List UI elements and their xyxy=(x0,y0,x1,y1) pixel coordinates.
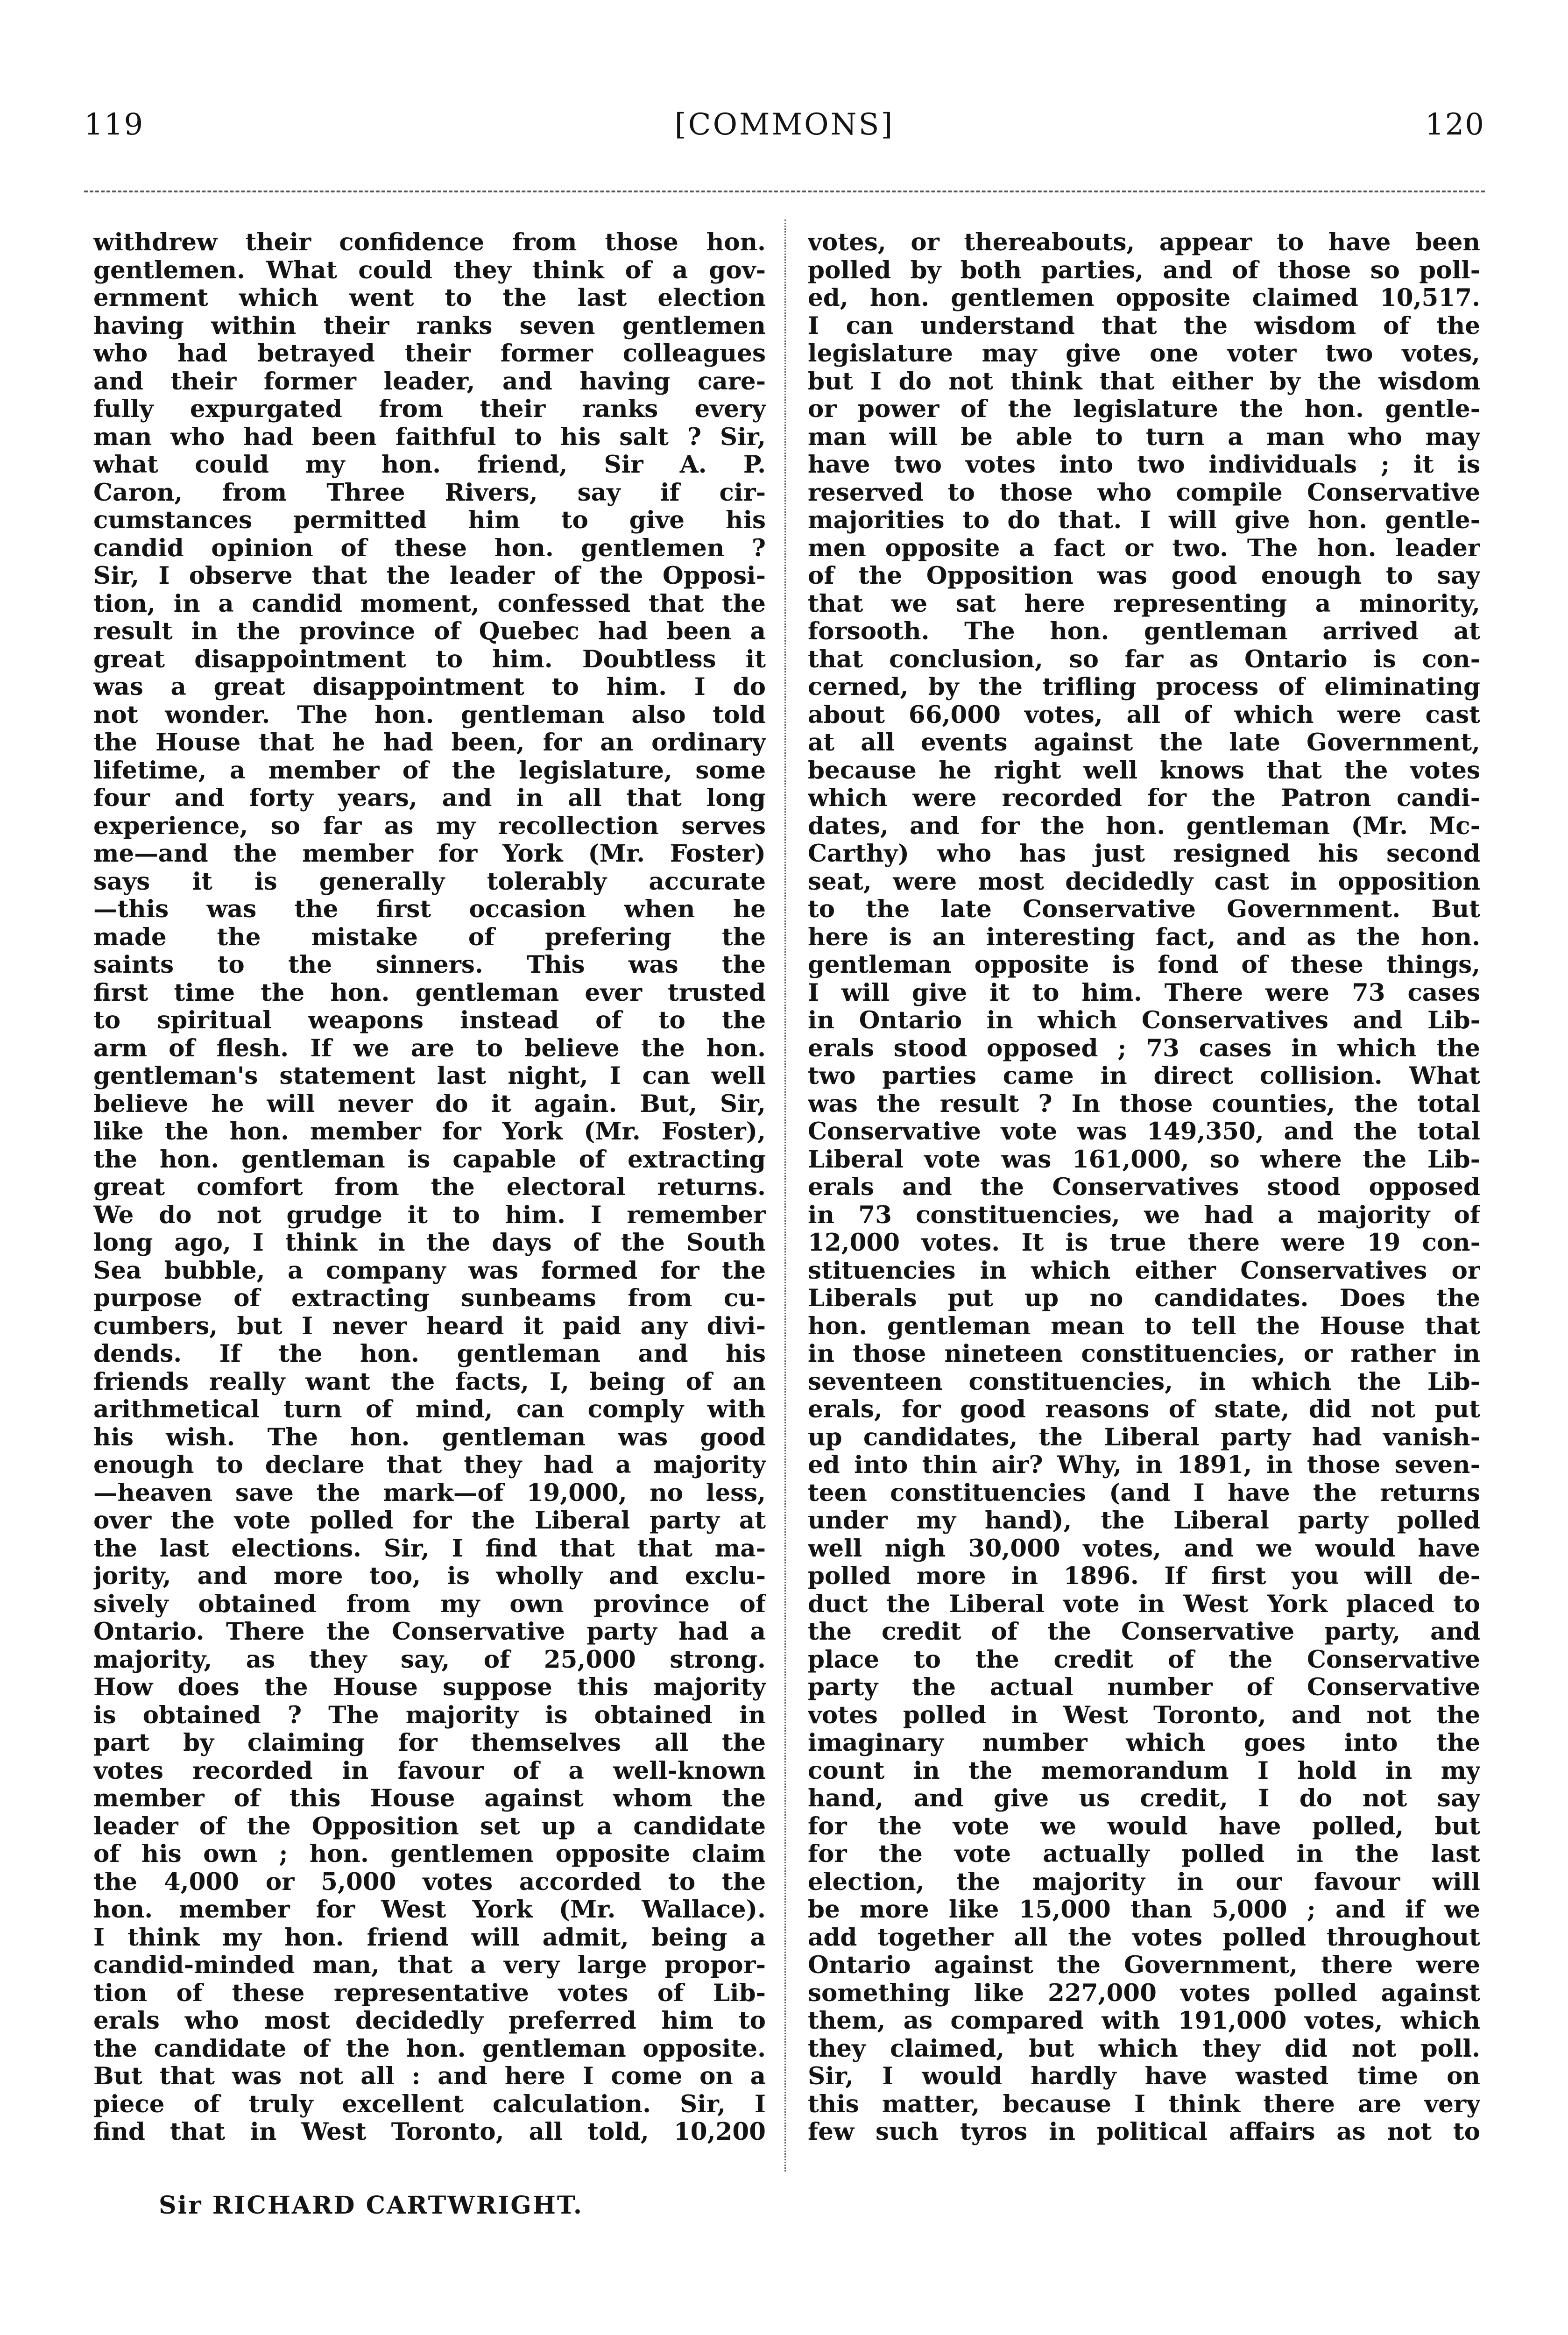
text-line: two parties came in direct collision. What xyxy=(808,1062,1480,1090)
text-line: says it is generally tolerably accurate xyxy=(93,868,766,896)
text-line: 12,000 votes. It is true there were 19 con- xyxy=(808,1229,1480,1257)
text-line: I will give it to him. There were 73 cases xyxy=(808,979,1480,1007)
text-line: gentleman opposite is fond of these things, xyxy=(808,951,1480,979)
text-line: friends really want the facts, I, being of an xyxy=(93,1368,766,1396)
text-line: that conclusion, so far as Ontario is con- xyxy=(808,645,1480,673)
text-line: this matter, because I think there are very xyxy=(808,2090,1480,2118)
text-line: believe he will never do it again. But, Sir, xyxy=(93,1090,766,1118)
text-line: member of this House against whom the xyxy=(93,1785,766,1812)
text-line: Sir, I would hardly have wasted time on xyxy=(808,2063,1480,2090)
text-line: man will be able to turn a man who may xyxy=(808,423,1480,451)
text-line: the 4,000 or 5,000 votes accorded to the xyxy=(93,1868,766,1896)
text-line: How does the House suppose this majority xyxy=(93,1674,766,1701)
text-line: forsooth. The hon. gentleman arrived at xyxy=(808,618,1480,645)
text-line: But that was not all : and here I come on a xyxy=(93,2063,766,2090)
text-line: cerned, by the trifling process of eliminating xyxy=(808,673,1480,701)
text-line: ed, hon. gentlemen opposite claimed 10,517. xyxy=(808,284,1480,312)
text-line: part by claiming for themselves all the xyxy=(93,1729,766,1757)
speaker-signature: Sir RICHARD CARTWRIGHT. xyxy=(159,2191,583,2220)
text-line: saints to the sinners. This was the xyxy=(93,951,766,979)
text-line: four and forty years, and in all that long xyxy=(93,785,766,812)
text-line: sively obtained from my own province of xyxy=(93,1590,766,1618)
text-line: his wish. The hon. gentleman was good xyxy=(93,1423,766,1451)
text-line: made the mistake of prefering the xyxy=(93,923,766,951)
text-line: fully expurgated from their ranks every xyxy=(93,396,766,423)
text-line: the credit of the Conservative party, and xyxy=(808,1618,1480,1646)
text-line: the House that he had been, for an ordinary xyxy=(93,729,766,757)
text-line: place to the credit of the Conservative xyxy=(808,1646,1480,1674)
text-line: reserved to those who compile Conservative xyxy=(808,479,1480,507)
text-line: Ontario against the Government, there were xyxy=(808,1952,1480,1979)
text-line: —heaven save the mark—of 19,000, no less, xyxy=(93,1479,766,1507)
page-number-right: 120 xyxy=(1425,107,1485,142)
text-line: have two votes into two individuals ; it is xyxy=(808,451,1480,479)
text-line: long ago, I think in the days of the South xyxy=(93,1229,766,1257)
text-line: having within their ranks seven gentlemen xyxy=(93,312,766,340)
text-line: arithmetical turn of mind, can comply with xyxy=(93,1396,766,1423)
header-rule xyxy=(84,191,1485,192)
text-line: them, as compared with 191,000 votes, which xyxy=(808,2007,1480,2035)
text-line: tion of these representative votes of Lib- xyxy=(93,1979,766,2007)
text-line: for the vote we would have polled, but xyxy=(808,1812,1480,1840)
text-line: gentleman's statement last night, I can well xyxy=(93,1062,766,1090)
text-line: was the result ? In those counties, the total xyxy=(808,1090,1480,1118)
text-line: here is an interesting fact, and as the hon. xyxy=(808,923,1480,951)
text-line: leader of the Opposition set up a candidate xyxy=(93,1812,766,1840)
text-line: and their former leader, and having care- xyxy=(93,368,766,396)
text-line: seat, were most decidedly cast in opposition xyxy=(808,868,1480,896)
column-divider xyxy=(784,219,786,2172)
text-line: in 73 constituencies, we had a majority of xyxy=(808,1201,1480,1229)
text-line: Ontario. There the Conservative party had a xyxy=(93,1618,766,1646)
page-header xyxy=(84,107,1485,159)
text-line: election, the majority in our favour will xyxy=(808,1868,1480,1896)
text-line: duct the Liberal vote in West York placed to xyxy=(808,1590,1480,1618)
page-title: [COMMONS] xyxy=(674,107,895,142)
text-line: seventeen constituencies, in which the Lib- xyxy=(808,1368,1480,1396)
text-line: men opposite a fact or two. The hon. leader xyxy=(808,534,1480,562)
text-line: for the vote actually polled in the last xyxy=(808,1840,1480,1868)
text-line: result in the province of Quebec had been a xyxy=(93,618,766,645)
text-line: or power of the legislature the hon. gentle- xyxy=(808,396,1480,423)
text-line: great disappointment to him. Doubtless it xyxy=(93,645,766,673)
text-line: hon. member for West York (Mr. Wallace). xyxy=(93,1896,766,1924)
text-line: something like 227,000 votes polled against xyxy=(808,1979,1480,2007)
text-line: like the hon. member for York (Mr. Foster), xyxy=(93,1118,766,1146)
text-line: me—and the member for York (Mr. Foster) xyxy=(93,840,766,868)
text-line: of his own ; hon. gentlemen opposite claim xyxy=(93,1840,766,1868)
text-line: the hon. gentleman is capable of extracting xyxy=(93,1146,766,1174)
text-line: man who had been faithful to his salt ? Sir, xyxy=(93,423,766,451)
text-line: Sea bubble, a company was formed for the xyxy=(93,1257,766,1285)
text-line: find that in West Toronto, all told, 10,200 xyxy=(93,2118,766,2146)
text-line: I think my hon. friend will admit, being a xyxy=(93,1924,766,1952)
text-line: well nigh 30,000 votes, and we would have xyxy=(808,1535,1480,1563)
text-line: ernment which went to the last election xyxy=(93,284,766,312)
text-line: —this was the first occasion when he xyxy=(93,896,766,923)
text-line: piece of truly excellent calculation. Sir, I xyxy=(93,2090,766,2118)
text-line: the candidate of the hon. gentleman opposite. xyxy=(93,2035,766,2063)
text-line: party the actual number of Conservative xyxy=(808,1674,1480,1701)
text-line: majority, as they say, of 25,000 strong. xyxy=(93,1646,766,1674)
text-line: that we sat here representing a minority, xyxy=(808,590,1480,618)
text-line: is obtained ? The majority is obtained in xyxy=(93,1701,766,1729)
text-line: polled by both parties, and of those so poll- xyxy=(808,256,1480,284)
left-column xyxy=(93,229,766,2146)
text-line: dends. If the hon. gentleman and his xyxy=(93,1340,766,1368)
text-line: hand, and give us credit, I do not say xyxy=(808,1785,1480,1812)
text-line: purpose of extracting sunbeams from cu- xyxy=(93,1285,766,1312)
text-line: cumbers, but I never heard it paid any divi- xyxy=(93,1312,766,1340)
text-line: great comfort from the electoral returns. xyxy=(93,1174,766,1201)
text-line: first time the hon. gentleman ever trusted xyxy=(93,979,766,1007)
text-line: dates, and for the hon. gentleman (Mr. Mc- xyxy=(808,812,1480,840)
text-line: enough to declare that they had a majority xyxy=(93,1451,766,1479)
text-line: teen constituencies (and I have the returns xyxy=(808,1479,1480,1507)
text-line: erals who most decidedly preferred him to xyxy=(93,2007,766,2035)
text-line: erals stood opposed ; 73 cases in which the xyxy=(808,1034,1480,1062)
text-line: majorities to do that. I will give hon. gentle- xyxy=(808,507,1480,534)
text-line: erals and the Conservatives stood opposed xyxy=(808,1174,1480,1201)
text-line: Carthy) who has just resigned his second xyxy=(808,840,1480,868)
text-line: gentlemen. What could they think of a gov- xyxy=(93,256,766,284)
text-line: Conservative vote was 149,350, and the total xyxy=(808,1118,1480,1146)
text-line: at all events against the late Government, xyxy=(808,729,1480,757)
text-line: lifetime, a member of the legislature, some xyxy=(93,757,766,785)
text-line: Liberal vote was 161,000, so where the Lib- xyxy=(808,1146,1480,1174)
text-line: in Ontario in which Conservatives and Lib- xyxy=(808,1007,1480,1034)
text-line: stituencies in which either Conservatives or xyxy=(808,1257,1480,1285)
right-column xyxy=(808,229,1480,2146)
text-line: candid opinion of these hon. gentlemen ? xyxy=(93,534,766,562)
text-line: of the Opposition was good enough to say xyxy=(808,562,1480,590)
text-line: withdrew their confidence from those hon. xyxy=(93,229,766,256)
text-line: who had betrayed their former colleagues xyxy=(93,340,766,368)
text-line: about 66,000 votes, all of which were cast xyxy=(808,701,1480,729)
text-line: add together all the votes polled throughout xyxy=(808,1924,1480,1952)
text-line: erals, for good reasons of state, did not put xyxy=(808,1396,1480,1423)
text-line: tion, in a candid moment, confessed that the xyxy=(93,590,766,618)
text-line: hon. gentleman mean to tell the House that xyxy=(808,1312,1480,1340)
text-line: which were recorded for the Patron candi- xyxy=(808,785,1480,812)
text-line: was a great disappointment to him. I do xyxy=(93,673,766,701)
text-line: votes, or thereabouts, appear to have been xyxy=(808,229,1480,256)
text-line: to spiritual weapons instead of to the xyxy=(93,1007,766,1034)
text-line: cumstances permitted him to give his xyxy=(93,507,766,534)
text-line: what could my hon. friend, Sir A. P. xyxy=(93,451,766,479)
text-line: the last elections. Sir, I find that that ma- xyxy=(93,1535,766,1563)
text-line: under my hand), the Liberal party polled xyxy=(808,1507,1480,1535)
text-line: ed into thin air? Why, in 1891, in those seven- xyxy=(808,1451,1480,1479)
text-line: candid-minded man, that a very large propor- xyxy=(93,1952,766,1979)
text-line: imaginary number which goes into the xyxy=(808,1729,1480,1757)
text-line: but I do not think that either by the wisdom xyxy=(808,368,1480,396)
text-line: up candidates, the Liberal party had vanish- xyxy=(808,1423,1480,1451)
text-line: over the vote polled for the Liberal party at xyxy=(93,1507,766,1535)
text-line: Caron, from Three Rivers, say if cir- xyxy=(93,479,766,507)
text-line: few such tyros in political affairs as not to xyxy=(808,2118,1480,2146)
text-line: because he right well knows that the votes xyxy=(808,757,1480,785)
text-line: they claimed, but which they did not poll. xyxy=(808,2035,1480,2063)
text-line: count in the memorandum I hold in my xyxy=(808,1757,1480,1785)
text-line: polled more in 1896. If first you will de- xyxy=(808,1563,1480,1590)
text-line: I can understand that the wisdom of the xyxy=(808,312,1480,340)
text-line: votes recorded in favour of a well-known xyxy=(93,1757,766,1785)
text-line: We do not grudge it to him. I remember xyxy=(93,1201,766,1229)
text-line: votes polled in West Toronto, and not the xyxy=(808,1701,1480,1729)
text-line: Sir, I observe that the leader of the Opposi- xyxy=(93,562,766,590)
page-number-left: 119 xyxy=(84,107,144,142)
text-line: jority, and more too, is wholly and exclu- xyxy=(93,1563,766,1590)
text-line: arm of flesh. If we are to believe the hon. xyxy=(93,1034,766,1062)
text-line: Liberals put up no candidates. Does the xyxy=(808,1285,1480,1312)
text-line: be more like 15,000 than 5,000 ; and if we xyxy=(808,1896,1480,1924)
text-line: legislature may give one voter two votes, xyxy=(808,340,1480,368)
text-line: not wonder. The hon. gentleman also told xyxy=(93,701,766,729)
text-line: to the late Conservative Government. But xyxy=(808,896,1480,923)
text-line: in those nineteen constituencies, or rather in xyxy=(808,1340,1480,1368)
text-line: experience, so far as my recollection serves xyxy=(93,812,766,840)
